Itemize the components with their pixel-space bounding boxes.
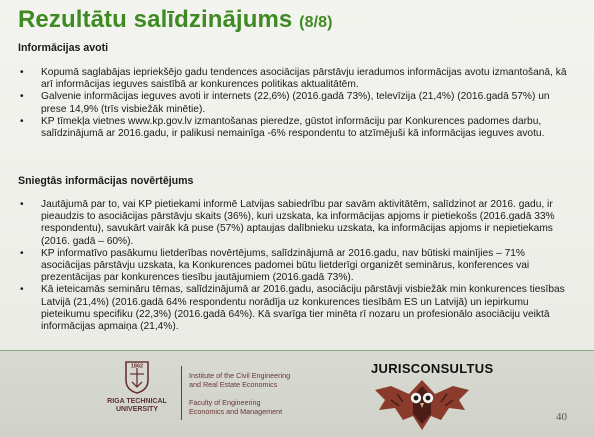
- section2-list: [18, 199, 573, 333]
- footer-separator: [181, 366, 182, 420]
- slide-title: [18, 6, 333, 34]
- faculty-name: [189, 399, 282, 416]
- institute-line1: Institute of the Civil Engineering: [189, 371, 291, 380]
- list-item: • KP tīmekļa vietnes www.kp.gov.lv izmantošanas pieredze, gūstot informāciju par Konkurences padomes darbu, salīdzinājumā ar 2016.gadu, ir palikusi nemainīga -6% respondentu to atzīmējuši kā informācijas ieguves avotu.: [18, 116, 573, 140]
- institute-line2: and Real Estate Economics: [189, 379, 278, 389]
- list-item: • KP informatīvo pasākumu lietderības novērtējums, salīdzinājumā ar 2016.gadu, nav būtiski mainījies – 71% asociācijas pārstāvju uzskata, ka Konkurences padomei būtu lietderīgi organizēt seminārus, konferences vai prezentācijas par konkurences tiesību jautājumiem (2016.gadā 73%).: [18, 248, 573, 285]
- crest-year: 1862: [130, 363, 144, 370]
- owl-logo-icon: [373, 376, 471, 432]
- page-number: 40: [556, 411, 567, 423]
- subtitle: Informācijas avoti: [18, 42, 109, 54]
- partner-name: JURISCONSULTUS: [371, 361, 494, 376]
- faculty-line2: Economics and Management: [189, 406, 283, 416]
- section2-heading: Sniegtās informācijas novērtējums: [18, 175, 194, 187]
- university-name: [98, 398, 176, 414]
- university-name-line1: RIGA TECHNICAL: [107, 398, 167, 405]
- title-text: Rezultātu salīdzinājums: [18, 6, 293, 33]
- footer: [0, 351, 594, 437]
- institute-name: [189, 372, 290, 389]
- university-name-line2: UNIVERSITY: [115, 406, 158, 413]
- list-item: • Galvenie informācijas ieguves avoti ir internets (22,6%) (2016.gadā 73%), televīzija (21,4%) (2016.gadā 57%) un prese 14,9% (trīs visbiežāk minētie).: [18, 91, 573, 115]
- section1-list: [18, 67, 573, 140]
- rtu-crest-icon: [124, 360, 150, 394]
- list-item: • Kopumā saglabājas iepriekšējo gadu tendences asociācijas pārstāvju ieradumos informācijas avotu izmantošanā, kā arī informācijas ieguves saistībā ar konkurences politikas aktualitātēm.: [18, 67, 573, 91]
- list-item: • Kā ieteicamās semināru tēmas, salīdzinājumā ar 2016.gadu, asociāciju pārstāvji visbiežāk min konkurences tiesības Latvijā (21,4%) (2016.gadā 64% respondentu norādīja uz konkurences tiesībām ES un Latvijā) un iepirkumu pieteikumu specifiku (22,3%) (2016.gadā 64%). Kā svarīga tier minēta rī nozaru un profesionālo asociāciju veiktā informācijas apmaiņa (21,4%).: [18, 284, 573, 333]
- page-marker: (8/8): [299, 14, 333, 31]
- list-item: • Jautājumā par to, vai KP pietiekami informē Latvijas sabiedrību par savām aktivitātēm, salīdzinot ar 2016. gadu, ir pieaudzis to asociācijas pārstāvju skaits (36%), kuri uzskata, ka informācijas apjoms ir pietiekošs (2016.gadā 33% respondentu), savukārt vairāk kā puse (57%) aptaujas dalībnieku uzskata, ka informācijas apjoms ir nepietiekams (2016. gadā – 60%).: [18, 199, 573, 248]
- faculty-line1: Faculty of Engineering: [189, 398, 261, 407]
